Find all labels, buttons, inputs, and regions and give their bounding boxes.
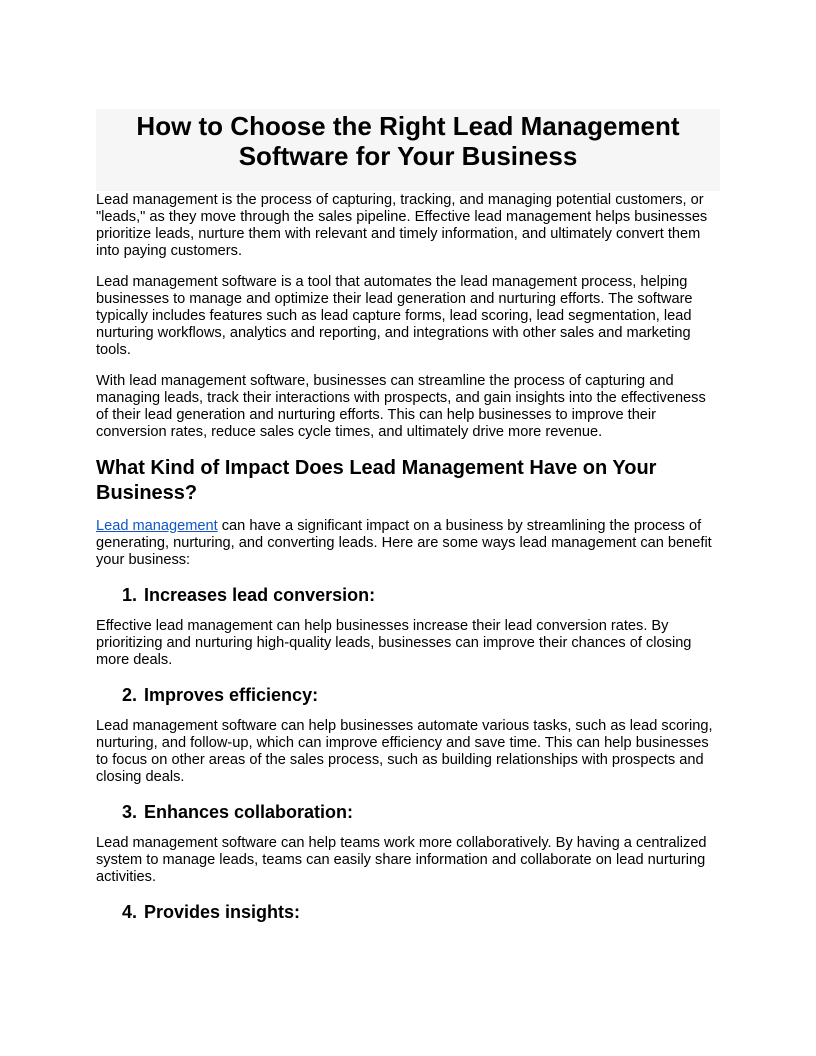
list-item-heading-1 <box>96 584 720 606</box>
list-number: 2. <box>121 685 137 705</box>
list-item-heading-2 <box>96 684 720 706</box>
intro-paragraph-2: Lead management software is a tool that automates the lead management process, helping businesses to manage and optimize their lead generation and nurturing efforts. The software typically includes features such as lead capture forms, lead scoring, lead segmentation, lead nurturing workflows, analytics and reporting, and integrations with other sales and marketing tools. <box>96 274 693 358</box>
list-number: 4. <box>121 902 137 922</box>
list-item-text-3: Lead management software can help teams work more collaboratively. By having a centralized system to manage leads, teams can easily share information and collaborate on lead nurturing activities. <box>96 835 707 885</box>
list-number: 3. <box>121 802 137 822</box>
section-heading: What Kind of Impact Does Lead Management Have on Your Business? <box>96 457 657 504</box>
section-lead-paragraph <box>96 518 720 569</box>
title-block <box>96 109 720 191</box>
list-item-heading-4 <box>96 901 720 923</box>
intro-paragraph-3: With lead management software, businesses can streamline the process of capturing and managing leads, track their interactions with prospects, and gain insights into the effectiveness of their lead generation and nurturing efforts. This can help businesses to improve their conversion rates, reduce sales cycle times, and ultimately drive more revenue. <box>96 373 706 440</box>
list-item-text-1: Effective lead management can help businesses increase their lead conversion rates. By prioritizing and nurturing high-quality leads, businesses can improve their chances of closing more deals. <box>96 618 692 668</box>
list-item-title: Enhances collaboration: <box>144 802 354 822</box>
list-item-text-2: Lead management software can help businesses automate various tasks, such as lead scoring, nurturing, and follow-up, which can improve efficiency and save time. This can help businesses to focus on other areas of the sales process, such as building relationships with prospects and closing deals. <box>96 718 713 785</box>
section-lead-text: can have a significant impact on a business by streamlining the process of generating, nurturing, and converting leads. Here are some ways lead management can benefit your business: <box>96 518 712 568</box>
document-page <box>96 109 720 923</box>
intro-paragraph-1: Lead management is the process of capturing, tracking, and managing potential customers, or "leads," as they move through the sales pipeline. Effective lead management helps businesses prioritize leads, nurture them with relevant and timely information, and ultimately convert them into paying customers. <box>96 192 708 259</box>
list-number: 1. <box>121 585 137 605</box>
list-item-title: Increases lead conversion: <box>144 585 376 605</box>
page-title: How to Choose the Right Lead Management Software for Your Business <box>136 111 680 171</box>
lead-management-link[interactable]: Lead management <box>96 518 218 534</box>
list-item-title: Improves efficiency: <box>144 685 319 705</box>
list-item-heading-3 <box>96 801 720 823</box>
list-item-title: Provides insights: <box>144 902 301 922</box>
